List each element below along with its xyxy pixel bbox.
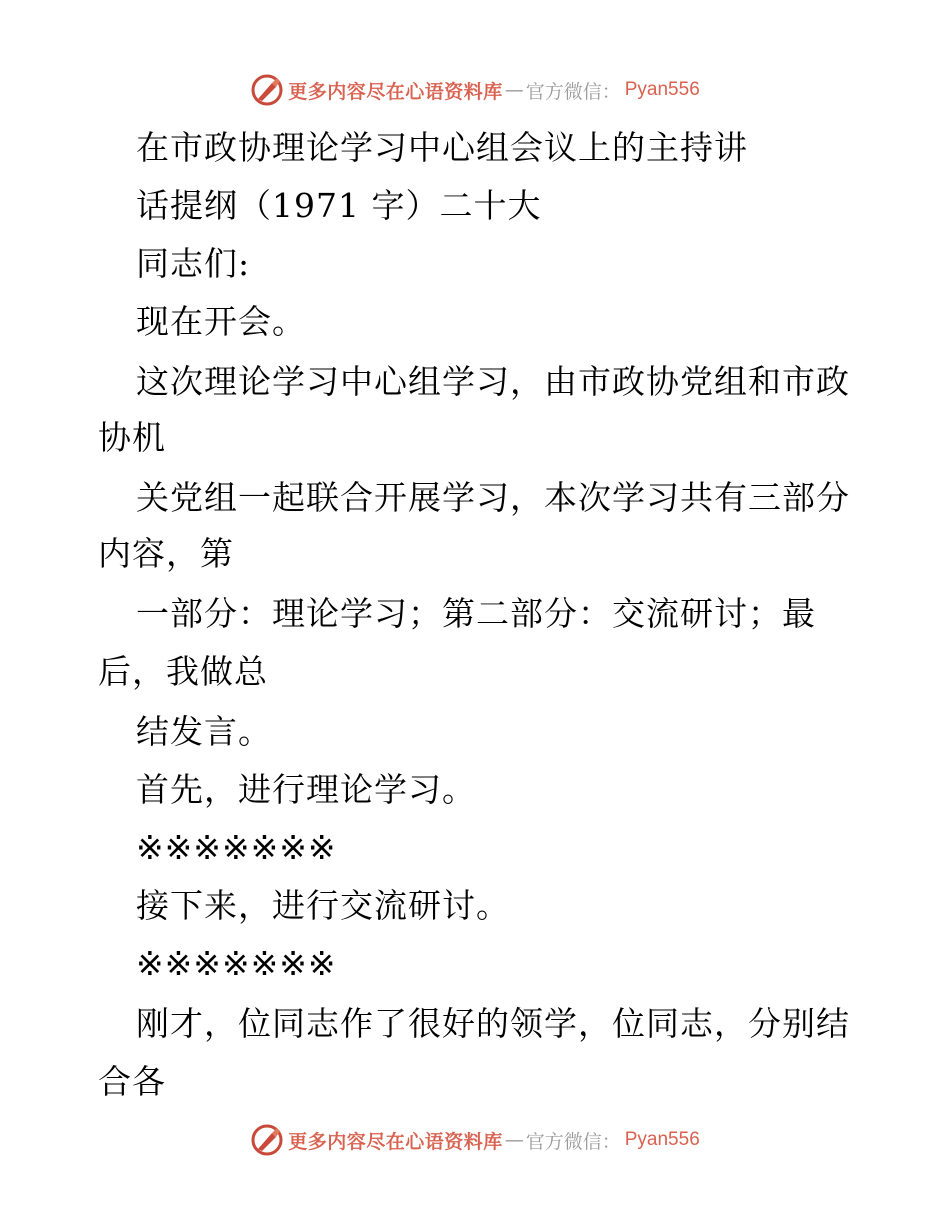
paragraph-line: 关党组一起联合开展学习，本次学习共有三部分	[136, 478, 850, 517]
paragraph-line: 首先，进行理论学习。	[136, 770, 476, 809]
paragraph-line: 现在开会。	[136, 302, 306, 341]
pen-logo-icon	[250, 1123, 284, 1157]
paragraph-line: 内容，第	[98, 534, 234, 573]
banner-sub-text: 官方微信：	[525, 1130, 621, 1153]
pen-logo-icon	[250, 73, 284, 107]
separator-marks: ※※※※※※※	[136, 944, 337, 983]
paragraph-line: 后，我做总	[98, 652, 268, 691]
paragraph-line: 这次理论学习中心组学习，由市政协党组和市政	[136, 362, 850, 401]
paragraph-line: 接下来，进行交流研讨。	[136, 886, 510, 925]
paragraph-line: 刚才，位同志作了很好的领学，位同志，分别结	[136, 1004, 850, 1043]
title-line-2: 话提纲（1971 字）二十大	[136, 186, 542, 225]
banner-wechat-id: Pyan556	[624, 79, 700, 100]
banner-wechat-id: Pyan556	[624, 1129, 700, 1150]
banner-main-text: 更多内容尽在心语资料库	[288, 80, 503, 103]
title-line-1: 在市政协理论学习中心组会议上的主持讲	[136, 128, 748, 167]
banner-dash: —	[504, 79, 524, 101]
separator-marks: ※※※※※※※	[136, 828, 337, 867]
footer-banner	[0, 1120, 950, 1160]
banner-main-text: 更多内容尽在心语资料库	[288, 1130, 503, 1153]
paragraph-line: 合各	[98, 1062, 166, 1101]
paragraph-line: 一部分：理论学习；第二部分：交流研讨；最	[136, 594, 816, 633]
paragraph-line: 结发言。	[136, 712, 272, 751]
banner-dash: —	[504, 1129, 524, 1151]
paragraph-line: 协机	[98, 418, 166, 457]
banner-sub-text: 官方微信：	[525, 80, 621, 103]
header-banner	[0, 70, 950, 110]
paragraph-line: 同志们:	[136, 244, 251, 283]
